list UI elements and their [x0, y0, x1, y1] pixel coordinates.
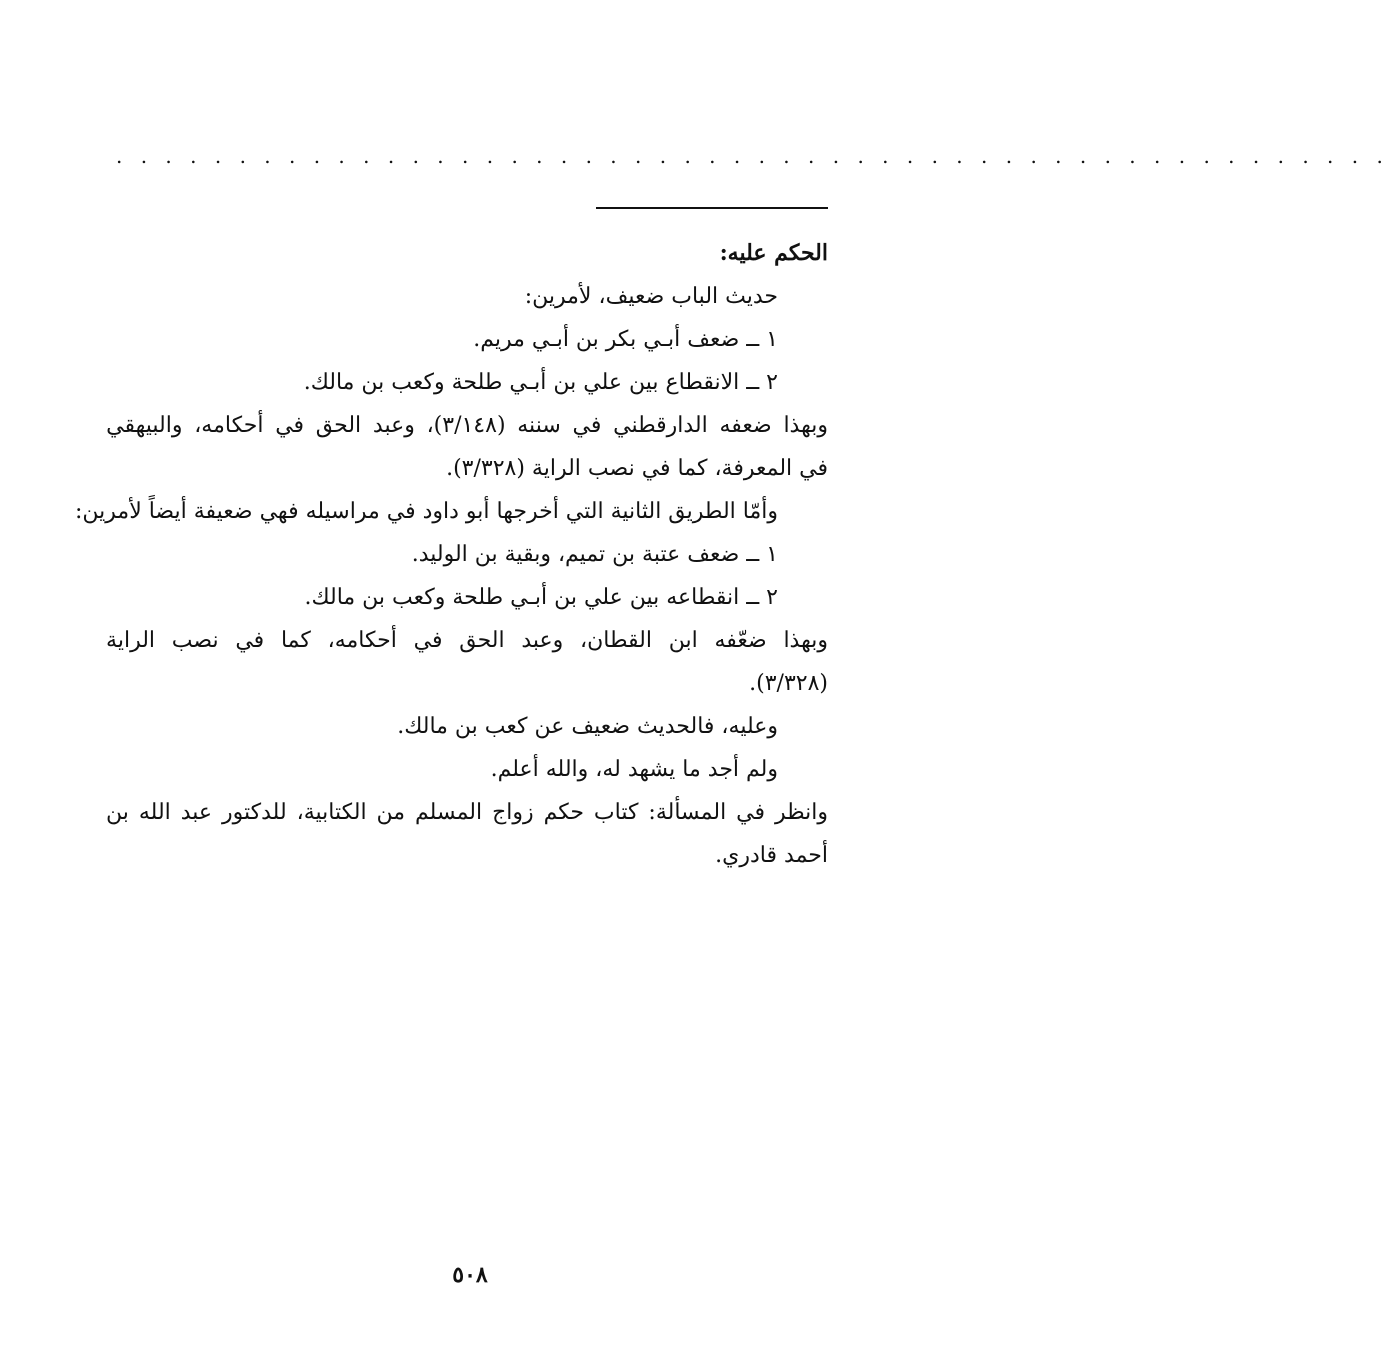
word: في: [736, 800, 765, 825]
word: في: [275, 413, 305, 438]
word: المسلم: [415, 800, 483, 825]
word: أحكامه،: [327, 628, 397, 653]
word: وبهذا: [783, 628, 828, 653]
paragraph-7-line-2: أحمد قادري.: [715, 843, 828, 868]
word: من: [376, 800, 406, 825]
word: القطان،: [580, 628, 652, 653]
paragraph-5: وعليه، فالحديث ضعيف عن كعب بن مالك.: [397, 714, 778, 739]
list-item-3: ١ ــ ضعف عتبة بن تميم، وبقية بن الوليد.: [411, 542, 778, 567]
page-number: ٥٠٨: [452, 1262, 488, 1288]
word: عبد: [180, 800, 213, 825]
paragraph-2-line-1: [106, 404, 828, 447]
word: كما: [280, 628, 311, 653]
word: في: [235, 628, 265, 653]
word: وعبد: [372, 413, 415, 438]
word: نصب: [171, 628, 219, 653]
word: ابن: [668, 628, 698, 653]
word: كتاب: [593, 800, 639, 825]
list-item-2: ٢ ــ الانقطاع بين علي بن أبـي طلحة وكعب بن مالك.: [303, 370, 778, 395]
word: حكم: [543, 800, 584, 825]
word: الله: [138, 800, 171, 825]
paragraph-2-line-2: في المعرفة، كما في نصب الراية (٣/٣٢٨).: [446, 456, 828, 481]
word: وانظر: [774, 800, 828, 825]
word: سننه: [517, 413, 561, 438]
word: ضعفه: [719, 413, 772, 438]
paragraph-3: وأمّا الطريق الثانية التي أخرجها أبو داود في مراسيله فهي ضعيفة أيضاً لأمرين:: [74, 499, 778, 524]
list-item-4: ٢ ــ انقطاعه بين علي بن أبـي طلحة وكعب بن مالك.: [304, 585, 778, 610]
word: الراية: [106, 628, 156, 653]
word: والبيهقي: [106, 413, 183, 438]
word: للدكتور: [222, 800, 287, 825]
section-heading: الحكم عليه:: [719, 240, 828, 266]
word: أحكامه،: [194, 413, 264, 438]
paragraph-7-line-1: [106, 791, 828, 834]
word: في: [413, 628, 443, 653]
word: بن: [106, 800, 129, 825]
page-body: [74, 232, 828, 877]
list-item-1: ١ ــ ضعف أبـي بكر بن أبـي مريم.: [473, 327, 778, 352]
separator-dots: . . . . . . . . . . . . . . . . . . . . . . . . . . . . . . . . . . . . . . . . . . . . . . . . . . . .: [116, 144, 1389, 168]
word: الكتابية،: [296, 800, 367, 825]
word: (٣/١٤٨)،: [426, 413, 506, 438]
word: ضعّفه: [714, 628, 767, 653]
word: في: [572, 413, 602, 438]
word: زواج: [492, 800, 534, 825]
word: وعبد: [521, 628, 564, 653]
paragraph-4-line-1: [106, 619, 828, 662]
word: الدارقطني: [613, 413, 708, 438]
paragraph-1: حديث الباب ضعيف، لأمرين:: [524, 284, 778, 309]
paragraph-6: ولم أجد ما يشهد له، والله أعلم.: [490, 757, 778, 782]
footnote-rule: [596, 207, 828, 209]
word: وبهذا: [783, 413, 828, 438]
word: الحق: [459, 628, 505, 653]
word: المسألة:: [648, 800, 727, 825]
word: الحق: [315, 413, 362, 438]
paragraph-4-line-2: (٣/٣٢٨).: [749, 671, 828, 696]
